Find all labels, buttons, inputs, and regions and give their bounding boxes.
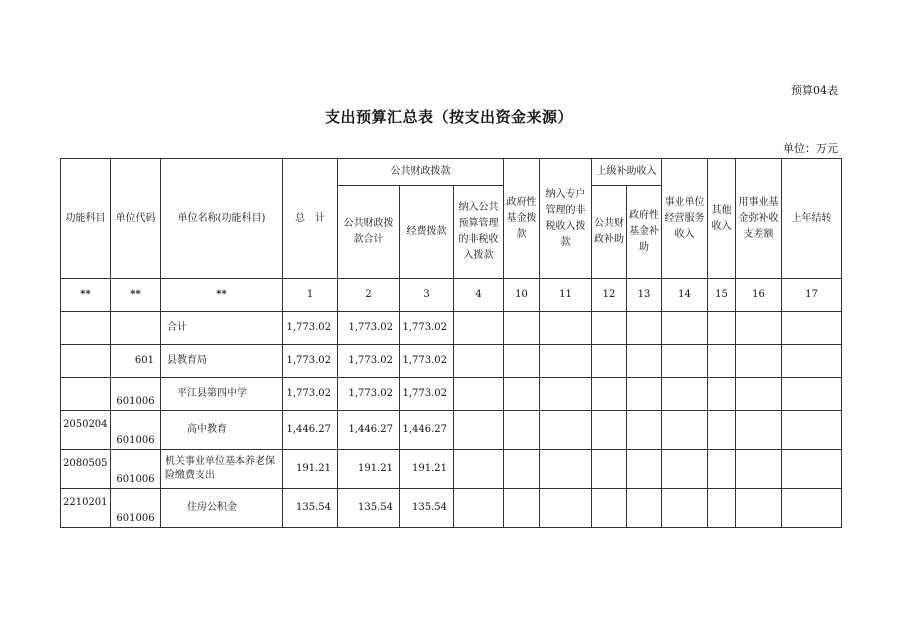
empty-cell: [592, 489, 627, 528]
empty-cell: [627, 489, 662, 528]
func-code-cell: [61, 378, 111, 411]
empty-cell: [782, 312, 842, 345]
pf-funding-cell: 1,773.02: [400, 312, 454, 345]
index-cell: 14: [662, 279, 708, 312]
index-cell: 17: [782, 279, 842, 312]
col-up-public: 公共财政补助: [592, 186, 627, 279]
col-gov-fund: 政府性基金拨款: [504, 159, 540, 279]
index-cell: 15: [708, 279, 736, 312]
empty-cell: [627, 312, 662, 345]
empty-cell: [504, 489, 540, 528]
col-pf-funding: 经费拨款: [400, 186, 454, 279]
pf-funding-cell: 1,773.02: [400, 378, 454, 411]
empty-cell: [454, 312, 504, 345]
col-unit-name: 单位名称(功能科目): [161, 159, 283, 279]
empty-cell: [662, 345, 708, 378]
empty-cell: [736, 411, 782, 450]
empty-cell: [782, 378, 842, 411]
header-row-1: [61, 159, 842, 186]
empty-cell: [592, 411, 627, 450]
table-row: [61, 489, 842, 528]
col-business-income: 事业单位经营服务收入: [662, 159, 708, 279]
empty-cell: [454, 489, 504, 528]
empty-cell: [708, 312, 736, 345]
col-other-income: 其他收入: [708, 159, 736, 279]
table-row: [61, 378, 842, 411]
total-cell: 135.54: [283, 489, 338, 528]
empty-cell: [592, 378, 627, 411]
index-cell: 3: [400, 279, 454, 312]
empty-cell: [454, 411, 504, 450]
empty-cell: [540, 450, 592, 489]
col-upper-subsidy: 上级补助收入: [592, 159, 662, 186]
empty-cell: [627, 450, 662, 489]
empty-cell: [540, 489, 592, 528]
empty-cell: [540, 411, 592, 450]
pf-total-cell: 1,446.27: [338, 411, 400, 450]
empty-cell: [708, 489, 736, 528]
empty-cell: [708, 411, 736, 450]
unit-code-cell: 601006: [111, 411, 161, 450]
empty-cell: [592, 450, 627, 489]
empty-cell: [708, 450, 736, 489]
empty-cell: [662, 450, 708, 489]
empty-cell: [782, 345, 842, 378]
col-fund-balance: 用事业基金弥补收支差额: [736, 159, 782, 279]
index-cell: **: [61, 279, 111, 312]
table-row: [61, 450, 842, 489]
table-row: [61, 345, 842, 378]
pf-funding-cell: 1,773.02: [400, 345, 454, 378]
budget-table: [60, 158, 842, 528]
unit-name-cell: 合计: [161, 312, 283, 345]
empty-cell: [504, 378, 540, 411]
table-row: [61, 411, 842, 450]
col-total: 总 计: [283, 159, 338, 279]
func-code-cell: 2080505: [61, 450, 111, 489]
total-cell: 1,773.02: [283, 345, 338, 378]
index-cell: **: [161, 279, 283, 312]
empty-cell: [736, 312, 782, 345]
col-last-year: 上年结转: [782, 159, 842, 279]
unit-code-cell: [111, 312, 161, 345]
empty-cell: [592, 345, 627, 378]
empty-cell: [592, 312, 627, 345]
func-code-cell: 2210201: [61, 489, 111, 528]
pf-funding-cell: 1,446.27: [400, 411, 454, 450]
empty-cell: [504, 345, 540, 378]
func-code-cell: [61, 345, 111, 378]
index-cell: 2: [338, 279, 400, 312]
pf-funding-cell: 135.54: [400, 489, 454, 528]
empty-cell: [540, 378, 592, 411]
pf-total-cell: 1,773.02: [338, 378, 400, 411]
unit-name-cell: 县教育局: [161, 345, 283, 378]
col-pf-nontax: 纳入公共预算管理的非税收入拨款: [454, 186, 504, 279]
index-cell: 11: [540, 279, 592, 312]
empty-cell: [782, 489, 842, 528]
index-cell: 1: [283, 279, 338, 312]
unit-name-cell: 住房公积金: [161, 489, 283, 528]
col-public-finance: 公共财政拨款: [338, 159, 504, 186]
empty-cell: [736, 450, 782, 489]
index-cell: 10: [504, 279, 540, 312]
table-row: [61, 312, 842, 345]
empty-cell: [540, 345, 592, 378]
empty-cell: [782, 450, 842, 489]
pf-total-cell: 191.21: [338, 450, 400, 489]
unit-name-cell: 平江县第四中学: [161, 378, 283, 411]
empty-cell: [627, 345, 662, 378]
empty-cell: [454, 378, 504, 411]
pf-total-cell: 1,773.02: [338, 345, 400, 378]
func-code-cell: [61, 312, 111, 345]
pf-total-cell: 1,773.02: [338, 312, 400, 345]
empty-cell: [736, 345, 782, 378]
empty-cell: [504, 411, 540, 450]
empty-cell: [662, 312, 708, 345]
pf-funding-cell: 191.21: [400, 450, 454, 489]
col-unit-code: 单位代码: [111, 159, 161, 279]
empty-cell: [504, 450, 540, 489]
total-cell: 1,773.02: [283, 312, 338, 345]
empty-cell: [454, 345, 504, 378]
empty-cell: [662, 378, 708, 411]
empty-cell: [662, 411, 708, 450]
unit-name-cell: 高中教育: [161, 411, 283, 450]
index-cell: **: [111, 279, 161, 312]
func-code-cell: 2050204: [61, 411, 111, 450]
total-cell: 191.21: [283, 450, 338, 489]
empty-cell: [627, 411, 662, 450]
empty-cell: [782, 411, 842, 450]
empty-cell: [662, 489, 708, 528]
pf-total-cell: 135.54: [338, 489, 400, 528]
form-number: 预算04表: [791, 84, 838, 97]
total-cell: 1,446.27: [283, 411, 338, 450]
empty-cell: [627, 378, 662, 411]
index-row: [61, 279, 842, 312]
empty-cell: [540, 312, 592, 345]
index-cell: 12: [592, 279, 627, 312]
unit-code-cell: 601006: [111, 450, 161, 489]
empty-cell: [454, 450, 504, 489]
unit-name-cell: 机关事业单位基本养老保险缴费支出: [161, 450, 283, 489]
empty-cell: [736, 378, 782, 411]
total-cell: 1,773.02: [283, 378, 338, 411]
index-cell: 13: [627, 279, 662, 312]
empty-cell: [736, 489, 782, 528]
page-title: 支出预算汇总表（按支出资金来源）: [324, 108, 573, 126]
col-func-subject: 功能科目: [61, 159, 111, 279]
col-special-nontax: 纳入专户管理的非税收入拨款: [540, 159, 592, 279]
unit-code-cell: 601006: [111, 489, 161, 528]
unit-label: 单位：万元: [783, 142, 838, 155]
col-pf-total: 公共财政拨款合计: [338, 186, 400, 279]
index-cell: 4: [454, 279, 504, 312]
empty-cell: [708, 378, 736, 411]
unit-code-cell: 601: [111, 345, 161, 378]
empty-cell: [504, 312, 540, 345]
index-cell: 16: [736, 279, 782, 312]
empty-cell: [708, 345, 736, 378]
unit-code-cell: 601006: [111, 378, 161, 411]
col-up-gov-fund: 政府性基金补助: [627, 186, 662, 279]
